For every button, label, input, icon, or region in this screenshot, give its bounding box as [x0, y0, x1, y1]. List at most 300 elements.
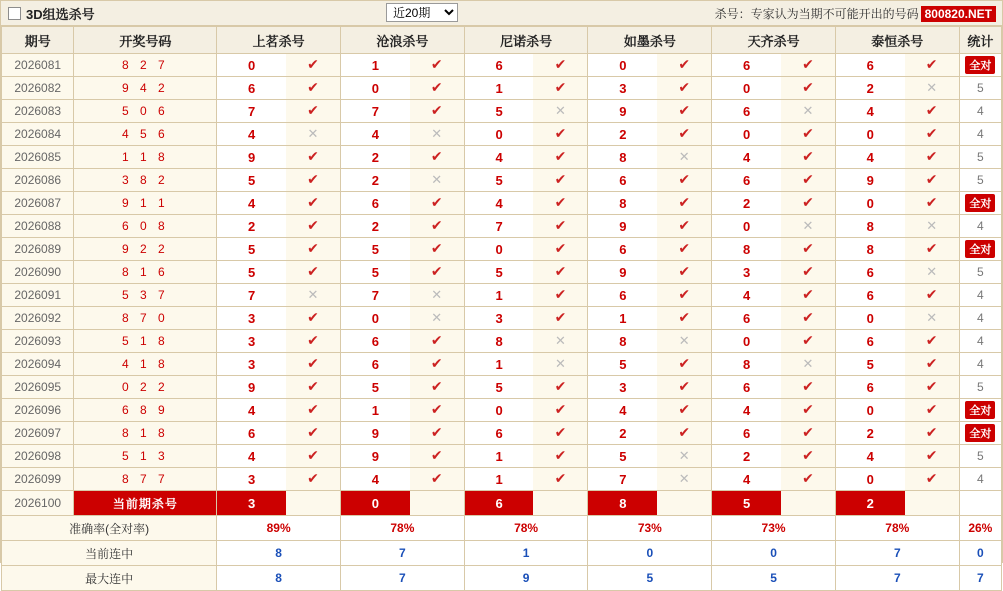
- expert-kill-cell-inner: [341, 123, 464, 145]
- tick-icon: ✔: [554, 448, 567, 464]
- issue-number: 2026093: [2, 330, 74, 353]
- kill-number: 2: [217, 215, 286, 237]
- expert-kill-cell-5: [712, 284, 836, 307]
- max-streak-value-2: 7: [341, 566, 465, 591]
- kill-number: 6: [341, 353, 410, 375]
- accuracy-value-3: 78%: [464, 516, 588, 541]
- result-mark: [657, 77, 711, 99]
- kill-number: 6: [836, 376, 905, 398]
- expert-kill-cell-4: [588, 261, 712, 284]
- col-expert-6: 泰恒杀号: [835, 27, 959, 54]
- result-mark: [657, 100, 711, 122]
- tick-icon: ✔: [430, 57, 443, 73]
- expert-kill-cell-2: [341, 284, 465, 307]
- expert-kill-cell-inner: [217, 238, 340, 260]
- tick-icon: ✔: [678, 310, 691, 326]
- tick-icon: ✔: [802, 264, 814, 280]
- kill-number: 5: [588, 445, 657, 467]
- current-kill-cell-6: [835, 491, 959, 516]
- expert-kill-cell-inner: [588, 169, 711, 191]
- expert-kill-cell-3: [464, 77, 588, 100]
- tick-icon: ✔: [802, 241, 814, 257]
- kill-number: 0: [836, 192, 905, 214]
- result-mark: [781, 307, 835, 329]
- table-row: [2, 307, 1002, 330]
- result-mark: [905, 445, 959, 467]
- expert-kill-cell-inner: [836, 261, 959, 283]
- expert-kill-cell-1: [217, 54, 341, 77]
- issue-number: 2026087: [2, 192, 74, 215]
- period-select[interactable]: [386, 3, 458, 22]
- table-row: [2, 353, 1002, 376]
- row-stat: [959, 192, 1001, 215]
- expert-kill-cell-inner: [712, 100, 835, 122]
- tick-icon: ✔: [925, 241, 938, 257]
- kill-number: 6: [712, 376, 781, 398]
- table-row: [2, 399, 1002, 422]
- expert-kill-cell-3: [464, 307, 588, 330]
- result-mark: [286, 422, 340, 444]
- kill-number: 8: [588, 330, 657, 352]
- result-mark: [905, 422, 959, 444]
- kill-number: 8: [588, 146, 657, 168]
- cross-icon: ✕: [431, 287, 443, 303]
- expert-kill-cell-6: [835, 422, 959, 445]
- period-select-wrap[interactable]: [386, 3, 458, 22]
- tick-icon: ✔: [678, 241, 691, 257]
- result-mark: [657, 468, 711, 490]
- result-mark: [410, 330, 464, 352]
- row-stat: [959, 238, 1001, 261]
- issue-number: 2026097: [2, 422, 74, 445]
- table-row: [2, 215, 1002, 238]
- kill-number: 0: [217, 54, 286, 76]
- expert-kill-cell-inner: [712, 399, 835, 421]
- tick-icon: ✔: [307, 103, 319, 119]
- kill-number: 5: [341, 376, 410, 398]
- kill-number: 3: [465, 307, 534, 329]
- expert-kill-cell-inner: [465, 284, 588, 306]
- result-mark: [410, 284, 464, 306]
- row-stat: [959, 422, 1001, 445]
- expert-kill-cell-5: [712, 399, 836, 422]
- result-mark: [905, 261, 959, 283]
- result-mark: [781, 284, 835, 306]
- expert-kill-cell-3: [464, 468, 588, 491]
- result-mark: [410, 77, 464, 99]
- expert-kill-cell-5: [712, 238, 836, 261]
- expert-kill-cell-inner: [217, 54, 340, 76]
- select-all-checkbox[interactable]: [8, 7, 21, 20]
- expert-kill-cell-inner: [712, 468, 835, 490]
- row-stat: 5: [959, 445, 1001, 468]
- all-right-badge: 全对: [965, 401, 995, 419]
- expert-kill-cell-inner: [588, 307, 711, 329]
- row-stat: 4: [959, 215, 1001, 238]
- kill-number: 8: [465, 330, 534, 352]
- kill-number: 0: [836, 468, 905, 490]
- kill-number: 1: [465, 468, 534, 490]
- result-mark: [286, 123, 340, 145]
- expert-kill-cell-inner: [465, 54, 588, 76]
- issue-number: 2026096: [2, 399, 74, 422]
- current-streak-value-1: 8: [217, 541, 341, 566]
- row-stat: 4: [959, 284, 1001, 307]
- kill-number: 0: [465, 123, 534, 145]
- current-kill-cell-inner: [341, 491, 464, 515]
- issue-number: 2026092: [2, 307, 74, 330]
- row-stat: [959, 399, 1001, 422]
- table-row: [2, 54, 1002, 77]
- kill-number: 7: [341, 284, 410, 306]
- draw-code: 4 1 8: [74, 353, 217, 376]
- tick-icon: ✔: [678, 172, 691, 188]
- result-mark: [410, 54, 464, 76]
- expert-kill-cell-4: [588, 422, 712, 445]
- expert-kill-cell-inner: [712, 238, 835, 260]
- expert-kill-cell-4: [588, 238, 712, 261]
- kill-number: 6: [836, 284, 905, 306]
- expert-kill-cell-inner: [836, 54, 959, 76]
- col-expert-4: 如墨杀号: [588, 27, 712, 54]
- tick-icon: ✔: [430, 448, 443, 464]
- result-mark: [657, 284, 711, 306]
- tick-icon: ✔: [678, 379, 691, 395]
- tick-icon: ✔: [554, 241, 567, 257]
- kill-number: 0: [588, 54, 657, 76]
- expert-kill-cell-5: [712, 54, 836, 77]
- expert-kill-cell-inner: [217, 376, 340, 398]
- issue-number: 2026091: [2, 284, 74, 307]
- kill-number: 7: [588, 468, 657, 490]
- kill-number: 4: [712, 399, 781, 421]
- expert-kill-cell-4: [588, 54, 712, 77]
- tick-icon: ✔: [307, 57, 319, 73]
- expert-kill-cell-inner: [588, 192, 711, 214]
- kill-number: 0: [341, 307, 410, 329]
- expert-kill-cell-inner: [712, 77, 835, 99]
- kill-number: 6: [712, 422, 781, 444]
- kill-number: 3: [217, 353, 286, 375]
- expert-kill-cell-inner: [588, 468, 711, 490]
- tick-icon: ✔: [554, 149, 567, 165]
- result-mark: [905, 353, 959, 375]
- expert-kill-cell-inner: [712, 192, 835, 214]
- row-stat: 4: [959, 330, 1001, 353]
- expert-kill-cell-inner: [217, 445, 340, 467]
- accuracy-value-1: 89%: [217, 516, 341, 541]
- expert-kill-cell-inner: [836, 445, 959, 467]
- expert-kill-cell-inner: [712, 261, 835, 283]
- kill-number-note: [715, 5, 996, 22]
- kill-number: 4: [836, 146, 905, 168]
- cross-icon: ✕: [555, 356, 566, 372]
- result-mark: [533, 445, 587, 467]
- expert-kill-cell-3: [464, 445, 588, 468]
- expert-kill-cell-5: [712, 261, 836, 284]
- row-stat: 5: [959, 77, 1001, 100]
- result-mark: [657, 54, 711, 76]
- cross-icon: ✕: [926, 264, 938, 280]
- table-header-row: [2, 27, 1002, 54]
- all-right-badge: 全对: [965, 424, 995, 442]
- expert-kill-cell-inner: [465, 353, 588, 375]
- expert-kill-cell-inner: [836, 215, 959, 237]
- expert-kill-cell-2: [341, 238, 465, 261]
- cross-icon: ✕: [802, 218, 814, 234]
- expert-kill-cell-inner: [588, 261, 711, 283]
- result-mark: [657, 399, 711, 421]
- tick-icon: ✔: [307, 172, 319, 188]
- cross-icon: ✕: [802, 103, 814, 119]
- expert-kill-cell-inner: [712, 169, 835, 191]
- expert-kill-cell-1: [217, 468, 341, 491]
- tick-icon: ✔: [307, 356, 319, 372]
- kill-number: 2: [588, 422, 657, 444]
- expert-kill-cell-1: [217, 422, 341, 445]
- kill-number: 9: [341, 422, 410, 444]
- expert-kill-cell-2: [341, 422, 465, 445]
- expert-kill-cell-2: [341, 100, 465, 123]
- result-mark: [410, 376, 464, 398]
- expert-kill-cell-inner: [217, 77, 340, 99]
- result-mark: [410, 353, 464, 375]
- tick-icon: ✔: [430, 149, 443, 165]
- table-row: [2, 238, 1002, 261]
- kill-number: 7: [217, 284, 286, 306]
- table-row: [2, 284, 1002, 307]
- kill-number: 8: [836, 238, 905, 260]
- expert-kill-cell-4: [588, 330, 712, 353]
- tick-icon: ✔: [430, 425, 443, 441]
- kill-number: 0: [712, 77, 781, 99]
- result-mark: [781, 169, 835, 191]
- result-mark: [410, 468, 464, 490]
- expert-kill-cell-inner: [836, 192, 959, 214]
- expert-kill-cell-inner: [465, 123, 588, 145]
- tick-icon: ✔: [802, 402, 814, 418]
- col-expert-1: 上茗杀号: [217, 27, 341, 54]
- kill-number: 6: [712, 54, 781, 76]
- expert-kill-cell-inner: [217, 261, 340, 283]
- kill-number: 0: [465, 238, 534, 260]
- expert-kill-cell-inner: [341, 468, 464, 490]
- expert-kill-cell-5: [712, 192, 836, 215]
- kill-number: 9: [588, 261, 657, 283]
- draw-code: 3 8 2: [74, 169, 217, 192]
- tick-icon: ✔: [802, 310, 814, 326]
- expert-kill-cell-inner: [217, 353, 340, 375]
- issue-number: 2026094: [2, 353, 74, 376]
- draw-code: 5 1 3: [74, 445, 217, 468]
- result-mark: [781, 123, 835, 145]
- expert-kill-cell-inner: [836, 146, 959, 168]
- tick-icon: ✔: [430, 356, 443, 372]
- tick-icon: ✔: [802, 172, 814, 188]
- expert-kill-cell-4: [588, 169, 712, 192]
- all-right-badge: 全对: [965, 56, 995, 74]
- expert-kill-cell-inner: [217, 123, 340, 145]
- kill-number: 7: [465, 215, 534, 237]
- result-mark: [533, 422, 587, 444]
- tick-icon: ✔: [307, 241, 319, 257]
- kill-number: 6: [712, 169, 781, 191]
- expert-kill-cell-6: [835, 146, 959, 169]
- expert-kill-cell-inner: [836, 330, 959, 352]
- result-mark: [286, 445, 340, 467]
- result-mark: [286, 215, 340, 237]
- expert-kill-cell-inner: [836, 307, 959, 329]
- table-row: [2, 123, 1002, 146]
- tick-icon: ✔: [678, 218, 691, 234]
- result-mark: [410, 399, 464, 421]
- row-stat: 5: [959, 169, 1001, 192]
- result-mark: [781, 215, 835, 237]
- result-mark: [410, 192, 464, 214]
- kill-number: 2: [712, 192, 781, 214]
- site-badge: 800820.NET: [921, 6, 996, 22]
- expert-kill-cell-3: [464, 261, 588, 284]
- result-mark: [657, 330, 711, 352]
- expert-kill-cell-6: [835, 54, 959, 77]
- tick-icon: ✔: [307, 471, 319, 487]
- table-row: [2, 445, 1002, 468]
- expert-kill-cell-5: [712, 330, 836, 353]
- row-stat: 4: [959, 307, 1001, 330]
- expert-kill-cell-2: [341, 77, 465, 100]
- kill-number: 4: [217, 123, 286, 145]
- draw-code: 6 0 8: [74, 215, 217, 238]
- kill-number: 3: [588, 376, 657, 398]
- current-kill-number: 2: [836, 491, 905, 515]
- kill-number: 1: [465, 284, 534, 306]
- expert-kill-cell-1: [217, 376, 341, 399]
- tick-icon: ✔: [554, 287, 567, 303]
- current-streak-value-3: 1: [464, 541, 588, 566]
- expert-kill-cell-inner: [712, 376, 835, 398]
- expert-kill-cell-1: [217, 77, 341, 100]
- expert-kill-cell-inner: [836, 422, 959, 444]
- expert-kill-cell-6: [835, 238, 959, 261]
- expert-kill-cell-inner: [217, 284, 340, 306]
- expert-kill-cell-5: [712, 445, 836, 468]
- expert-kill-cell-5: [712, 215, 836, 238]
- kill-number: 6: [465, 54, 534, 76]
- kill-number: 5: [465, 261, 534, 283]
- result-mark: [905, 123, 959, 145]
- tick-icon: ✔: [925, 448, 938, 464]
- issue-number: 2026084: [2, 123, 74, 146]
- cross-icon: ✕: [926, 310, 938, 326]
- current-kill-number: 3: [217, 491, 286, 515]
- max-streak-value-1: 8: [217, 566, 341, 591]
- result-mark: [657, 376, 711, 398]
- expert-kill-cell-3: [464, 123, 588, 146]
- expert-kill-cell-1: [217, 307, 341, 330]
- expert-kill-cell-2: [341, 169, 465, 192]
- expert-kill-cell-6: [835, 330, 959, 353]
- expert-kill-cell-inner: [712, 307, 835, 329]
- expert-kill-cell-inner: [588, 77, 711, 99]
- max-streak-value-4: 5: [588, 566, 712, 591]
- expert-kill-cell-inner: [836, 169, 959, 191]
- draw-code: 8 1 6: [74, 261, 217, 284]
- current-result-mark: [286, 491, 340, 515]
- table-row: [2, 146, 1002, 169]
- result-mark: [781, 330, 835, 352]
- expert-kill-cell-inner: [341, 445, 464, 467]
- result-mark: [657, 169, 711, 191]
- expert-kill-cell-4: [588, 307, 712, 330]
- expert-kill-cell-inner: [341, 353, 464, 375]
- result-mark: [781, 77, 835, 99]
- tick-icon: ✔: [307, 310, 319, 326]
- expert-kill-cell-1: [217, 284, 341, 307]
- tick-icon: ✔: [925, 379, 938, 395]
- expert-kill-cell-2: [341, 146, 465, 169]
- tick-icon: ✔: [554, 218, 567, 234]
- row-stat: 4: [959, 123, 1001, 146]
- expert-kill-cell-inner: [465, 192, 588, 214]
- current-row-stat: [959, 491, 1001, 516]
- accuracy-value-6: 78%: [835, 516, 959, 541]
- expert-kill-cell-6: [835, 307, 959, 330]
- result-mark: [286, 330, 340, 352]
- expert-kill-cell-6: [835, 468, 959, 491]
- tick-icon: ✔: [307, 264, 319, 280]
- kill-number: 4: [217, 445, 286, 467]
- kill-number: 5: [217, 261, 286, 283]
- tick-icon: ✔: [554, 425, 567, 441]
- expert-kill-cell-5: [712, 100, 836, 123]
- kill-number: 6: [836, 261, 905, 283]
- tick-icon: ✔: [802, 57, 814, 73]
- expert-kill-cell-inner: [341, 238, 464, 260]
- expert-kill-cell-inner: [836, 284, 959, 306]
- result-mark: [905, 399, 959, 421]
- expert-kill-cell-4: [588, 192, 712, 215]
- expert-kill-cell-4: [588, 77, 712, 100]
- expert-kill-cell-inner: [588, 376, 711, 398]
- expert-kill-cell-inner: [836, 77, 959, 99]
- expert-kill-cell-4: [588, 284, 712, 307]
- expert-kill-cell-5: [712, 123, 836, 146]
- kill-number: 6: [588, 284, 657, 306]
- kill-number: 6: [712, 307, 781, 329]
- expert-kill-cell-inner: [341, 284, 464, 306]
- result-mark: [905, 376, 959, 398]
- result-mark: [286, 261, 340, 283]
- expert-kill-cell-1: [217, 169, 341, 192]
- result-mark: [905, 169, 959, 191]
- expert-kill-cell-inner: [341, 399, 464, 421]
- kill-number: 6: [341, 330, 410, 352]
- result-mark: [533, 100, 587, 122]
- tick-icon: ✔: [554, 195, 567, 211]
- expert-kill-cell-inner: [341, 100, 464, 122]
- expert-kill-cell-5: [712, 353, 836, 376]
- accuracy-value-5: 73%: [712, 516, 836, 541]
- cross-icon: ✕: [555, 333, 566, 349]
- result-mark: [286, 284, 340, 306]
- max-streak-value-3: 9: [464, 566, 588, 591]
- tick-icon: ✔: [307, 425, 319, 441]
- result-mark: [533, 192, 587, 214]
- kill-number: 4: [712, 284, 781, 306]
- expert-kill-cell-4: [588, 399, 712, 422]
- expert-kill-cell-1: [217, 238, 341, 261]
- tick-icon: ✔: [554, 471, 567, 487]
